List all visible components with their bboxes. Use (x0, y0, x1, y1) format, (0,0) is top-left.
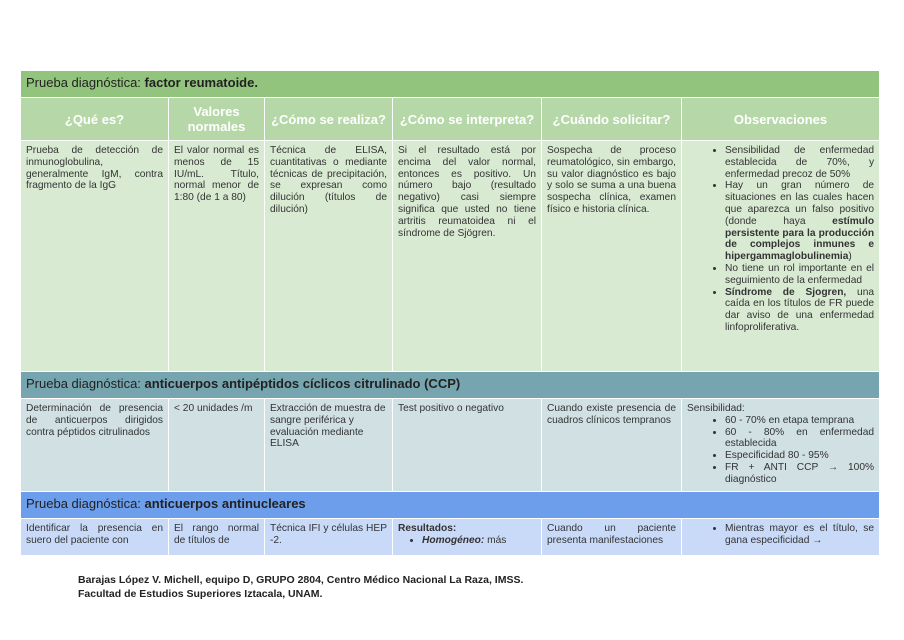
list-item (725, 180, 874, 263)
section-header-antinucleares (21, 492, 880, 519)
section-test-name: anticuerpos antipéptidos cíclicos citrulinado (CCP) (144, 376, 461, 391)
section-header-ccp (21, 372, 880, 399)
cell-como-se-interpreta: Test positivo o negativo (393, 399, 542, 492)
col-header-como-se-interpreta: ¿Cómo se interpreta? (393, 98, 542, 141)
footer-line-authors: Barajas López V. Michell, equipo D, GRUPO 2804, Centro Médico Nacional La Raza, IMSS. (78, 574, 524, 586)
section-header-factor-reumatoide (21, 71, 880, 98)
cell-observaciones (682, 519, 880, 556)
col-header-observaciones: Observaciones (682, 98, 880, 141)
cell-como-se-interpreta: Si el resultado está por encima del valor normal, entonces es positivo. Un número bajo (resultado negativo) casi siempre significa que usted no tiene artritis reumatoidea ni el síndrome de Sjögren. (393, 141, 542, 372)
list-item-bold: Homogéneo: (422, 534, 485, 546)
section-label: Prueba diagnóstica: (26, 75, 141, 90)
footer-credits (78, 573, 523, 601)
observaciones-title: Sensibilidad: (687, 403, 745, 414)
col-header-como-se-realiza: ¿Cómo se realiza? (265, 98, 393, 141)
observaciones-list (687, 415, 874, 486)
col-header-que-es: ¿Qué es? (21, 98, 169, 141)
table-row-antinucleares (21, 519, 880, 556)
section-test-name: factor reumatoide. (144, 75, 258, 90)
cell-cuando-solicitar: Cuando un paciente presenta manifestaciones (542, 519, 682, 556)
cell-que-es: Identificar la presencia en suero del paciente con (21, 519, 169, 556)
cell-cuando-solicitar: Cuando existe presencia de cuadros clínicos tempranos (542, 399, 682, 492)
list-item: • Especificidad 80 - 95% (725, 450, 874, 462)
list-item-text: más (484, 534, 507, 546)
cell-observaciones (682, 141, 880, 372)
list-item: • No tiene un rol importante en el seguimiento de la enfermedad (725, 263, 874, 287)
list-item (422, 535, 536, 547)
cell-valores-normales: El rango normal de títulos de (169, 519, 265, 556)
list-item: • 60 - 70% en etapa temprana (725, 415, 874, 427)
section-label: Prueba diagnóstica: (26, 496, 141, 511)
list-item: • Sensibilidad de enfermedad establecida de 70%, y enfermedad precoz de 50% (725, 145, 874, 180)
cell-observaciones (682, 399, 880, 492)
list-item: • 60 - 80% en enfermedad establecida (725, 427, 874, 451)
list-item-bold: estímulo persistente para la producción de complejos inmunes e hipergammaglobulinemia (725, 215, 875, 263)
list-item (725, 287, 874, 334)
list-item: • FR + ANTI CCP → 100% diagnóstico (725, 462, 874, 486)
list-item: • Mientras mayor es el título, se gana especificidad → (725, 523, 874, 547)
cell-que-es: Determinación de presencia de anticuerpos dirigidos contra péptidos citrulinados (21, 399, 169, 492)
cell-como-se-realiza: Técnica IFI y células HEP -2. (265, 519, 393, 556)
observaciones-list (687, 523, 874, 547)
col-header-cuando-solicitar: ¿Cuándo solicitar? (542, 98, 682, 141)
list-item-bold: Síndrome de Sjogren, (725, 286, 847, 298)
table-row-ccp (21, 399, 880, 492)
column-header-row (21, 98, 880, 141)
observaciones-list (687, 145, 874, 334)
resultados-title: Resultados: (398, 523, 457, 534)
list-item-text: una caída en los títulos de FR puede dar aviso de una enfermedad linfoproliferativa. (725, 286, 875, 333)
diagnostic-tests-table (20, 70, 880, 556)
cell-como-se-realiza: Extracción de muestra de sangre periférica y evaluación mediante ELISA (265, 399, 393, 492)
footer-line-institution: Facultad de Estudios Superiores Iztacala, UNAM. (78, 588, 323, 600)
cell-como-se-interpreta (393, 519, 542, 556)
cell-valores-normales: El valor normal es menos de 15 IU/mL. Título, normal menor de 1:80 (de 1 a 80) (169, 141, 265, 372)
section-test-name: anticuerpos antinucleares (144, 496, 306, 511)
section-label: Prueba diagnóstica: (26, 376, 141, 391)
cell-valores-normales: < 20 unidades /m (169, 399, 265, 492)
cell-que-es: Prueba de detección de inmunoglobulina, generalmente IgM, contra fragmento de la IgG (21, 141, 169, 372)
cell-como-se-realiza: Técnica de ELISA, cuantitativas o mediante técnicas de precipitación, se expresan como dilución (títulos de dilución) (265, 141, 393, 372)
cell-cuando-solicitar: Sospecha de proceso reumatológico, sin embargo, su valor diagnóstico es bajo y solo se suma a una buena sospecha clínica, examen físico e historia clínica. (542, 141, 682, 372)
table-row-factor-reumatoide (21, 141, 880, 372)
list-item-text: Hay un gran número de situaciones en las cuales hacen que aparezca un falso positivo (donde haya (725, 180, 875, 227)
list-item-text: ) (848, 251, 852, 263)
resultados-list (398, 535, 536, 547)
col-header-valores-normales: Valores normales (169, 98, 265, 141)
